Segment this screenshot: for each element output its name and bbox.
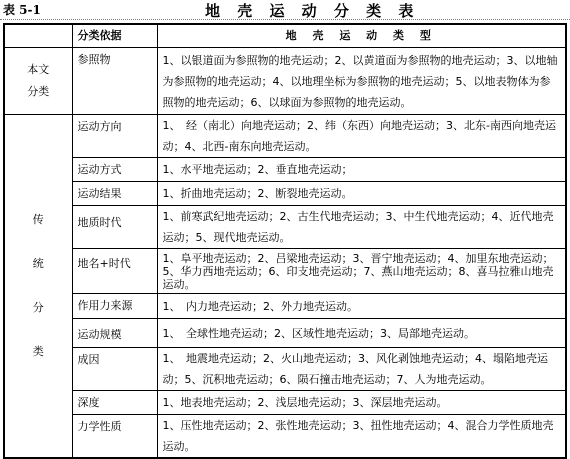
classification-table: [3, 23, 567, 459]
top-divider: [0, 19, 570, 20]
table-row: [4, 158, 566, 182]
criterion-cell: 力学性质: [72, 415, 157, 459]
header-row: [4, 24, 566, 48]
category-line: 统: [32, 257, 44, 270]
header-criterion: 分类依据: [72, 24, 157, 48]
table-row: [4, 249, 566, 294]
table-caption: 表 5-1: [3, 3, 41, 17]
table-row: [4, 182, 566, 206]
table-row: [4, 348, 566, 391]
description-cell: 1、前寒武纪地壳运动；2、古生代地壳运动；3、中生代地壳运动；4、近代地壳运动；5、现代地壳运动。: [157, 206, 566, 249]
description-cell: 1、地表地壳运动；2、浅层地壳运动；3、深层地壳运动。: [157, 391, 566, 415]
category-line: 分类: [27, 85, 50, 98]
table-title: 地 壳 运 动 分 类 表: [205, 2, 420, 20]
table-row: [4, 319, 566, 348]
criterion-cell: 作用力来源: [72, 294, 157, 319]
category-line: 本文: [27, 63, 50, 76]
criterion-cell: 地质时代: [72, 206, 157, 249]
table-row: [4, 48, 566, 115]
header-type: 地 壳 运 动 类 型: [157, 24, 566, 48]
description-cell: 1、折曲地壳运动；2、断裂地壳运动。: [157, 182, 566, 206]
criterion-cell: 成因: [72, 348, 157, 391]
table-row: [4, 391, 566, 415]
description-cell: 1、 全球性地壳运动；2、区域性地壳运动；3、局部地壳运动。: [157, 319, 566, 348]
description-cell: 1、水平地壳运动；2、垂直地壳运动；: [157, 158, 566, 182]
criterion-cell: 深度: [72, 391, 157, 415]
category-line: 类: [32, 345, 44, 358]
criterion-cell: 参照物: [72, 48, 157, 115]
table-row: [4, 415, 566, 459]
category-cell-traditional: [4, 115, 72, 459]
description-cell: 1、 经（南北）向地壳运动；2、纬（东西）向地壳运动；3、北东-南西向地壳运动；4、北西-南东向地壳运动。: [157, 115, 566, 158]
description-cell: 1、 地震地壳运动；2、火山地壳运动；3、风化剥蚀地壳运动；4、塌陷地壳运动；5、沉积地壳运动；6、陨石撞击地壳运动；7、人为地壳运动。: [157, 348, 566, 391]
description-cell: 1、 内力地壳运动；2、外力地壳运动。: [157, 294, 566, 319]
header-category: [4, 24, 72, 48]
criterion-cell: 地名+时代: [72, 249, 157, 294]
category-line: 分: [32, 301, 44, 314]
criterion-cell: 运动方向: [72, 115, 157, 158]
category-line: 传: [32, 213, 44, 226]
criterion-cell: 运动规模: [72, 319, 157, 348]
criterion-cell: 运动结果: [72, 182, 157, 206]
criterion-cell: 运动方式: [72, 158, 157, 182]
description-cell: 1、阜平地壳运动；2、吕梁地壳运动；3、晋宁地壳运动；4、加里东地壳运动；5、华力西地壳运动；6、印支地壳运动；7、燕山地壳运动；8、喜马拉雅山地壳运动。: [157, 249, 566, 294]
category-cell-text: [4, 48, 72, 115]
table-row: [4, 206, 566, 249]
description-cell: 1、压性地壳运动；2、张性地壳运动；3、扭性地壳运动；4、混合力学性质地壳运动。: [157, 415, 566, 459]
table-row: [4, 294, 566, 319]
description-cell: 1、以银道面为参照物的地壳运动；2、以黄道面为参照物的地壳运动；3、以地轴为参照物的地壳运动；4、以地理坐标为参照物的地壳运动；5、以地表物体为参照物的地壳运动；6、以球面为参照物的地壳运动。: [157, 48, 566, 115]
table-row: [4, 115, 566, 158]
